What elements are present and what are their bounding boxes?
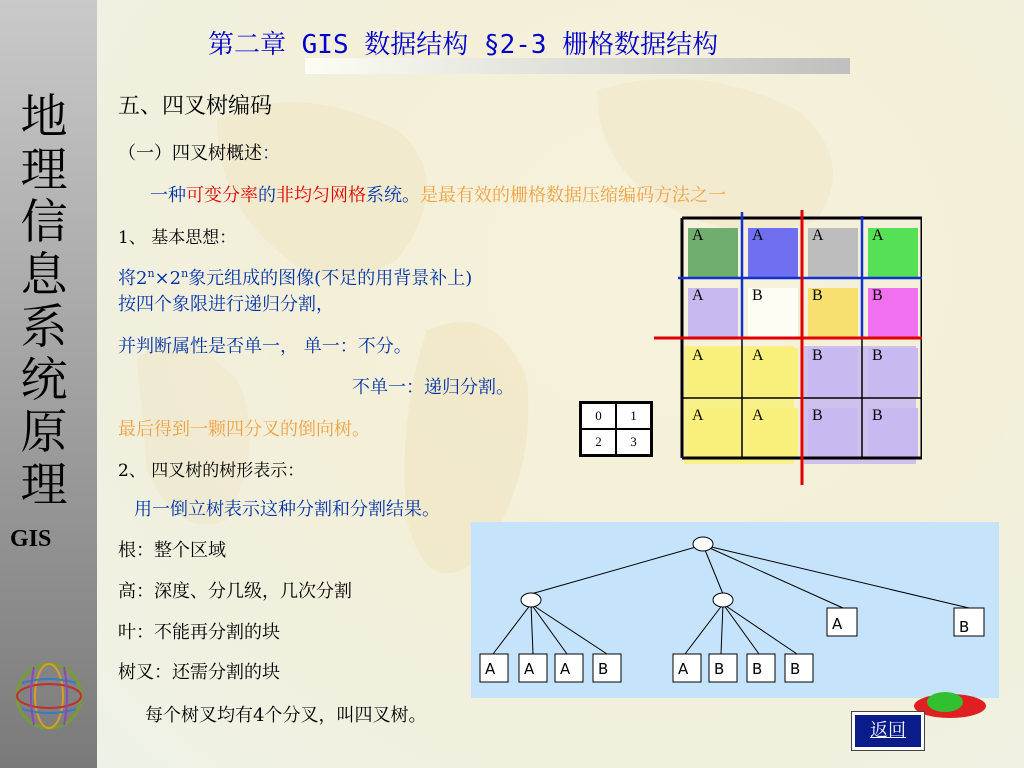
item1-line3: 并判断属性是否单一， 单一：不分。 bbox=[118, 336, 412, 357]
page-title: 第二章 GIS 数据结构 §2-3 栅格数据结构 bbox=[208, 30, 719, 60]
item1-title: 1、 基本思想： bbox=[118, 228, 237, 248]
subsection-title-text: （一）四叉树概述 bbox=[118, 143, 262, 164]
tree-leaf bbox=[673, 654, 701, 682]
intro-prefix: 一种 bbox=[150, 185, 186, 206]
sidebar-title-char: 理 bbox=[20, 457, 68, 513]
tree-leaf-label: A bbox=[678, 660, 689, 678]
item1-line1-c: 象元组成的图像(不足的用背景补上) bbox=[188, 268, 473, 289]
tree-leaf-label: A bbox=[485, 660, 496, 678]
tree-leaf-label: B bbox=[598, 660, 609, 678]
summary-text: 每个树叉均有4个分叉，叫四叉树。 bbox=[145, 705, 427, 726]
grid-cell-label: B bbox=[872, 407, 883, 424]
grid-cell-label: B bbox=[812, 407, 823, 424]
quadtree-tree-diagram bbox=[471, 522, 999, 698]
subsection-title bbox=[118, 139, 280, 165]
item1-line1-a: 将2 bbox=[118, 268, 148, 289]
tree-leaf bbox=[785, 654, 813, 682]
grid-cell-label: B bbox=[872, 287, 883, 304]
tree-leaf-label: B bbox=[790, 660, 801, 678]
item1-sup2: n bbox=[181, 267, 189, 280]
tree-leaf-label: B bbox=[752, 660, 763, 678]
quadrant-index-cell: 3 bbox=[616, 429, 651, 455]
sidebar-title-char: 地 bbox=[20, 90, 68, 145]
quadtree-grid bbox=[652, 210, 922, 485]
leaf-definition: 叶：不能再分割的块 bbox=[118, 622, 280, 643]
tree-branch-node bbox=[713, 593, 733, 607]
quadtree-tree-panel bbox=[471, 522, 999, 698]
quadrant-index-cell: 2 bbox=[581, 429, 616, 455]
height-definition: 高：深度、分几级，几次分割 bbox=[118, 581, 352, 602]
grid-cell-label: A bbox=[872, 227, 884, 244]
item2-line1: 用一倒立树表示这种分割和分割结果。 bbox=[134, 499, 440, 520]
tree-leaf bbox=[954, 608, 984, 636]
sidebar-title bbox=[14, 92, 74, 512]
tree-leaf bbox=[519, 654, 547, 682]
sidebar-title-char: 息 bbox=[20, 247, 68, 303]
intro-suffix: 系统。 bbox=[366, 185, 420, 206]
item1-line1-b: ×2 bbox=[154, 268, 182, 289]
item1-line4: 不单一：递归分割。 bbox=[352, 377, 514, 398]
grid-cell-label: A bbox=[692, 347, 704, 364]
sidebar-gis-label: GIS bbox=[10, 526, 52, 552]
item1-sup1: n bbox=[147, 267, 155, 280]
tree-leaf bbox=[709, 654, 737, 682]
tree-root-node bbox=[693, 537, 713, 551]
quadrant-index-cell: 1 bbox=[616, 403, 651, 429]
section-title: 五、四叉树编码 bbox=[118, 94, 273, 119]
grid-cell-label: A bbox=[752, 227, 764, 244]
tree-leaf bbox=[480, 654, 508, 682]
grid-cell-label: A bbox=[692, 407, 704, 424]
item1-line2: 按四个象限进行递归分割， bbox=[118, 294, 334, 315]
sidebar bbox=[0, 0, 97, 768]
grid-cell-label: B bbox=[812, 347, 823, 364]
grid-cell-label: A bbox=[692, 227, 704, 244]
intro-line bbox=[150, 181, 726, 207]
subsection-colon: ： bbox=[262, 143, 280, 164]
grid-cell-label: B bbox=[872, 347, 883, 364]
grid-cell-label: A bbox=[812, 227, 824, 244]
tree-leaf-label: A bbox=[832, 615, 843, 633]
quadrant-index-cell: 0 bbox=[581, 403, 616, 429]
tree-leaf-label: B bbox=[714, 660, 725, 678]
item1-line5: 最后得到一颗四分叉的倒向树。 bbox=[118, 419, 370, 440]
quadrant-index-grid bbox=[579, 401, 653, 457]
intro-de: 的 bbox=[258, 185, 276, 206]
tree-leaf bbox=[747, 654, 775, 682]
tree-leaf-label: A bbox=[524, 660, 535, 678]
sidebar-title-char: 原 bbox=[20, 405, 68, 460]
sidebar-title-char: 信 bbox=[20, 195, 68, 250]
tree-leaf bbox=[555, 654, 583, 682]
globe-icon bbox=[8, 655, 90, 737]
sidebar-title-char: 统 bbox=[20, 352, 68, 408]
grid-cell-label: B bbox=[812, 287, 823, 304]
sidebar-title-char: 理 bbox=[20, 142, 68, 198]
grid-cell-label: A bbox=[752, 347, 764, 364]
item2-title: 2、 四叉树的树形表示： bbox=[118, 461, 305, 481]
tree-leaf bbox=[593, 654, 621, 682]
grid-cell-label: B bbox=[752, 287, 763, 304]
tree-leaf bbox=[827, 608, 857, 636]
sidebar-title-char: 系 bbox=[20, 300, 68, 355]
intro-highlight: 是最有效的栅格数据压缩编码方法之一 bbox=[420, 185, 726, 206]
tree-leaf-label: A bbox=[560, 660, 571, 678]
tree-branch-node bbox=[521, 593, 541, 607]
intro-variable-resolution: 可变分率 bbox=[186, 185, 258, 206]
root-definition: 根：整个区域 bbox=[118, 540, 226, 561]
back-button[interactable]: 返回 bbox=[852, 712, 924, 750]
grid-cell-label: A bbox=[692, 287, 704, 304]
item1-line1 bbox=[118, 264, 472, 290]
branch-definition: 树叉：还需分割的块 bbox=[118, 662, 280, 683]
tree-leaf-label: B bbox=[959, 618, 970, 636]
grid-cell-label: A bbox=[752, 407, 764, 424]
intro-non-uniform-grid: 非均匀网格 bbox=[276, 185, 366, 206]
